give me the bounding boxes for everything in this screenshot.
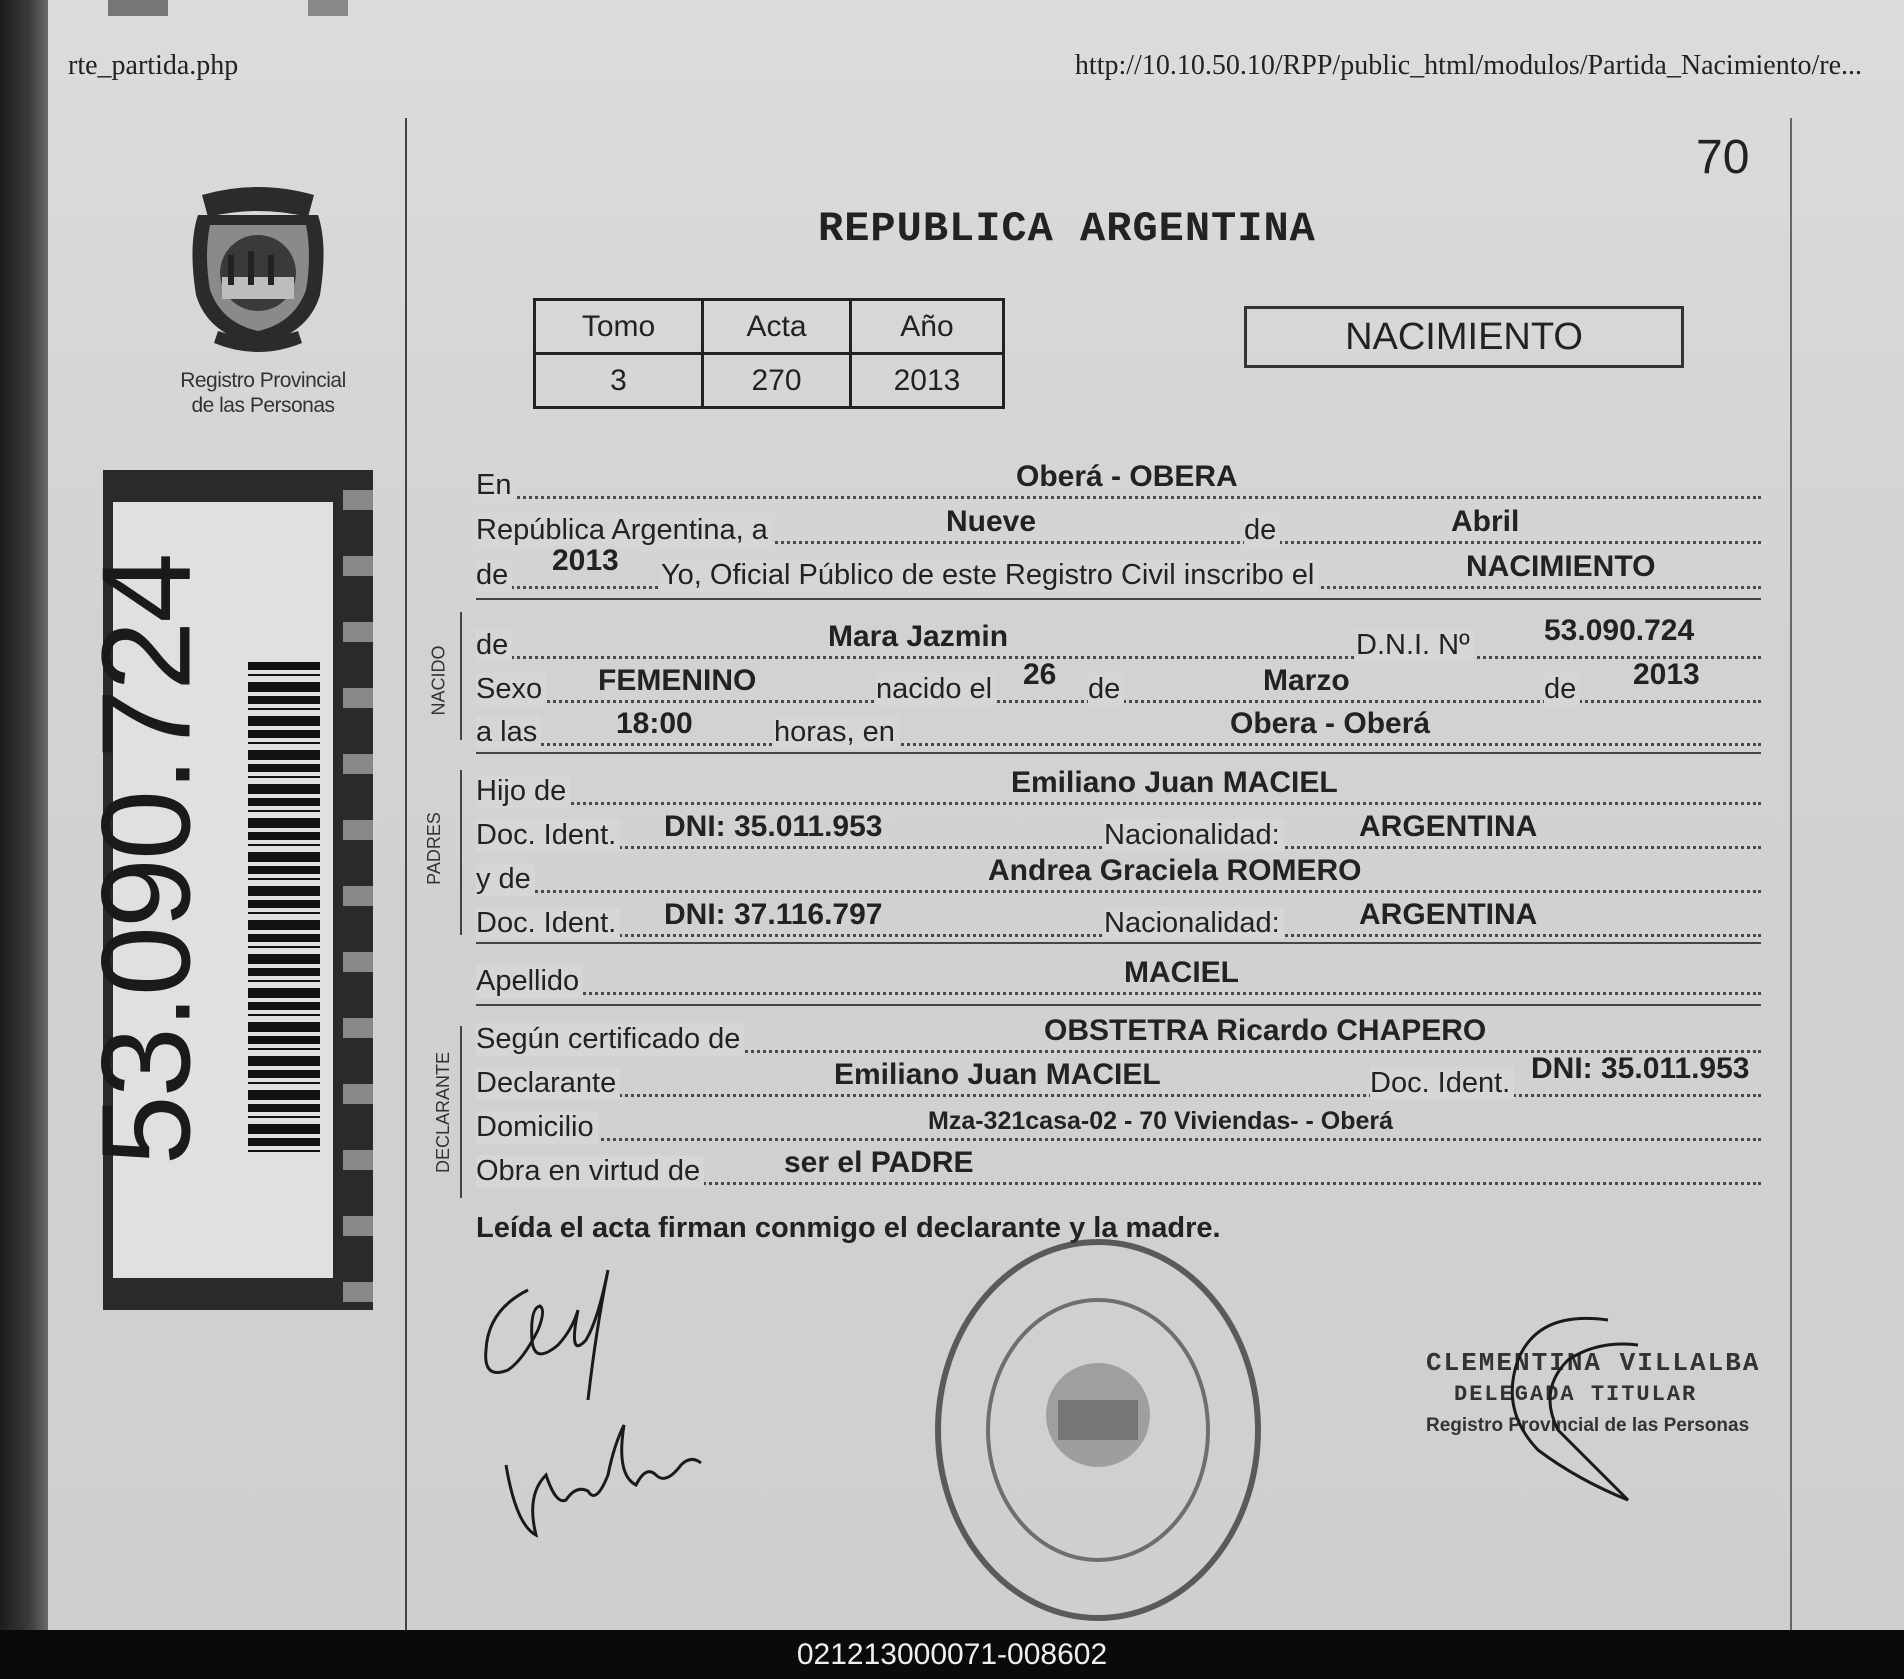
row-declarante (476, 1052, 1761, 1099)
label-nacido-el: nacido el (876, 673, 996, 706)
value-declarante: Emiliano Juan MACIEL (834, 1058, 1161, 1091)
table-header-row (535, 300, 1004, 354)
section-divider (476, 598, 1761, 600)
header-tomo: Tomo (535, 300, 703, 354)
section-label-nacido: NACIDO (428, 645, 449, 716)
row-madre-doc (476, 896, 1761, 937)
registry-caption (163, 368, 363, 418)
page-number: 70 (1696, 131, 1750, 184)
page-binding-shadow (0, 0, 48, 1630)
nacido-bracket (460, 612, 462, 740)
header-url-fragment: rte_partida.php (68, 50, 239, 81)
label-horas-en: horas, en (774, 716, 899, 749)
label-doc-ident: Doc. Ident. (476, 907, 620, 940)
official-signature-icon (1478, 1300, 1678, 1520)
value-hora: 18:00 (616, 707, 693, 740)
row-republica (476, 503, 1761, 544)
value-year: 2013 (552, 544, 619, 577)
value-domicilio: Mza-321casa-02 - 70 Viviendas- - Oberá (928, 1107, 1394, 1135)
value-padre-dni: DNI: 35.011.953 (664, 810, 883, 843)
declarant-signature-icon (468, 1250, 648, 1430)
official-name: CLEMENTINA VILLALBA (1426, 1348, 1761, 1378)
label-domicilio: Domicilio (476, 1111, 598, 1144)
padres-bracket (460, 770, 462, 935)
label-nacionalidad: Nacionalidad: (1104, 907, 1284, 940)
value-acta-type: NACIMIENTO (1466, 550, 1656, 583)
label-nombre: de (476, 629, 512, 662)
row-year (476, 544, 1761, 591)
label-doc-ident: Doc. Ident. (476, 819, 620, 852)
right-margin-rule (1790, 118, 1792, 1630)
value-madre-dni: DNI: 37.116.797 (664, 898, 883, 931)
registry-caption-line-2: de las Personas (191, 394, 335, 417)
official-seal-icon (928, 1230, 1268, 1630)
value-birth-year: 2013 (1633, 658, 1700, 691)
label-declarante: Declarante (476, 1067, 620, 1100)
row-certificado (476, 1012, 1761, 1053)
mother-signature-icon (496, 1405, 716, 1555)
value-day-words: Nueve (946, 505, 1037, 538)
row-sexo (476, 658, 1761, 705)
vertical-id-number: 53.090.724 (75, 554, 217, 1166)
section-label-padres: PADRES (423, 812, 444, 885)
value-padre-nacionalidad: ARGENTINA (1359, 810, 1538, 843)
label-de: de (1244, 514, 1280, 547)
value-padre: Emiliano Juan MACIEL (1011, 766, 1338, 799)
section-divider (476, 752, 1761, 754)
label-y-de: y de (476, 863, 535, 896)
label-inscribo: Yo, Oficial Público de este Registro Civil inscribo el (661, 559, 1318, 592)
cell-acta: 270 (703, 354, 851, 408)
row-domicilio (476, 1100, 1761, 1141)
label-hijo-de: Hijo de (476, 775, 570, 808)
declarante-bracket (460, 1026, 462, 1198)
label-doc-ident: Doc. Ident. (1370, 1067, 1514, 1100)
header-acta: Acta (703, 300, 851, 354)
section-divider (476, 942, 1761, 944)
label-apellido: Apellido (476, 965, 583, 998)
table-row (535, 354, 1004, 408)
label-en: En (476, 469, 515, 502)
document-title: REPUBLICA ARGENTINA (818, 205, 1316, 253)
value-month: Abril (1451, 505, 1520, 538)
row-padre (476, 764, 1761, 805)
certificate-sheet (48, 0, 1904, 1630)
row-virtud (476, 1144, 1761, 1185)
row-nombre (476, 614, 1761, 661)
value-declarante-dni: DNI: 35.011.953 (1531, 1052, 1750, 1085)
row-apellido (476, 954, 1761, 995)
value-birth-place: Obera - Oberá (1230, 707, 1431, 740)
value-sexo: FEMENINO (598, 664, 757, 697)
value-madre: Andrea Graciela ROMERO (988, 854, 1362, 887)
row-en (476, 458, 1761, 499)
value-en: Oberá - OBERA (1016, 460, 1238, 493)
label-dni: D.N.I. Nº (1356, 629, 1474, 662)
value-birth-month: Marzo (1263, 664, 1350, 697)
label-nacionalidad: Nacionalidad: (1104, 819, 1284, 852)
official-office: Registro Provincial de las Personas (1426, 1415, 1750, 1436)
scan-footer-code: 021213000071-008602 (0, 1630, 1904, 1679)
label-republica: República Argentina, a (476, 514, 772, 547)
label-de: de (476, 559, 512, 592)
section-divider (476, 1004, 1761, 1006)
value-birth-day: 26 (1023, 658, 1057, 691)
registry-table (533, 298, 1005, 409)
value-nombre: Mara Jazmin (828, 620, 1009, 653)
label-a-las: a las (476, 716, 541, 749)
cell-tomo: 3 (535, 354, 703, 408)
closing-statement: Leída el acta firman conmigo el declarante y la madre. (476, 1212, 1221, 1244)
label-de: de (1088, 673, 1124, 706)
row-padre-doc (476, 808, 1761, 849)
row-madre (476, 852, 1761, 893)
value-virtud: ser el PADRE (784, 1146, 974, 1179)
section-label-declarante: DECLARANTE (433, 1051, 454, 1174)
value-madre-nacionalidad: ARGENTINA (1359, 898, 1538, 931)
value-dni: 53.090.724 (1544, 614, 1695, 647)
label-sexo: Sexo (476, 673, 546, 706)
header-url: http://10.10.50.10/RPP/public_html/modulos/Partida_Nacimiento/re... (1074, 50, 1862, 81)
security-border (343, 470, 373, 1310)
label-de: de (1544, 673, 1580, 706)
value-certificado: OBSTETRA Ricardo CHAPERO (1044, 1014, 1487, 1047)
left-margin-rule (405, 118, 407, 1630)
row-hora (476, 705, 1761, 746)
registry-caption-line-1: Registro Provincial (180, 369, 346, 392)
label-segun-certificado: Según certificado de (476, 1023, 744, 1056)
label-obra-en-virtud: Obra en virtud de (476, 1155, 704, 1188)
value-apellido: MACIEL (1124, 956, 1239, 989)
cell-anio: 2013 (851, 354, 1004, 408)
certificate-type-box: NACIMIENTO (1244, 306, 1684, 368)
official-role: DELEGADA TITULAR (1454, 1382, 1698, 1407)
province-coat-of-arms-icon (178, 185, 338, 365)
header-anio: Año (851, 300, 1004, 354)
barcode-icon (248, 662, 320, 1152)
top-print-residue (108, 0, 1904, 16)
